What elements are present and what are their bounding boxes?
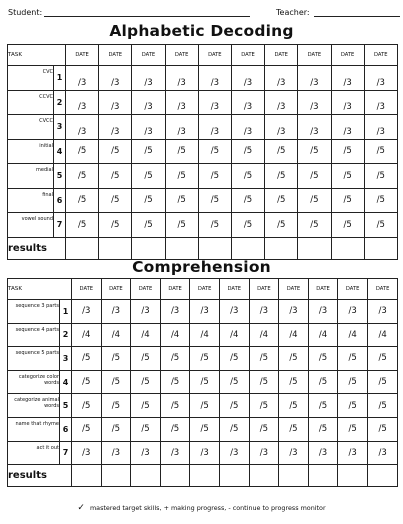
task-name	[8, 323, 60, 347]
date-column-header[interactable]: DATE	[101, 279, 131, 300]
score-cell[interactable]: /5	[308, 347, 338, 371]
score-cell[interactable]: /5	[165, 213, 198, 238]
task-number: 1	[60, 300, 72, 324]
task-label: act it out	[36, 444, 59, 451]
score-cell[interactable]: /5	[265, 188, 298, 213]
score-cell[interactable]: /5	[231, 213, 264, 238]
task-row	[8, 188, 398, 213]
score-cell[interactable]: /5	[219, 394, 249, 418]
score-cell[interactable]: /5	[364, 164, 397, 189]
teacher-name-line[interactable]	[314, 16, 400, 17]
date-column-header[interactable]: DATE	[198, 45, 231, 66]
results-cell[interactable]	[338, 465, 368, 487]
score-cell[interactable]: /5	[165, 164, 198, 189]
task-row	[8, 213, 398, 238]
score-cell[interactable]: /3	[331, 115, 364, 140]
task-row	[8, 323, 398, 347]
score-cell[interactable]: /5	[249, 370, 279, 394]
score-cell[interactable]: /3	[72, 441, 102, 465]
score-cell[interactable]: /3	[231, 66, 264, 91]
score-cell[interactable]: /3	[249, 300, 279, 324]
score-cell[interactable]: /5	[131, 370, 161, 394]
task-row	[8, 347, 398, 371]
score-cell[interactable]: /3	[160, 441, 190, 465]
score-cell[interactable]: /5	[160, 394, 190, 418]
score-cell[interactable]: /3	[279, 300, 309, 324]
score-cell[interactable]: /5	[101, 394, 131, 418]
date-column-header[interactable]: DATE	[160, 279, 190, 300]
results-cell[interactable]	[160, 465, 190, 487]
score-cell[interactable]: /3	[66, 90, 99, 115]
task-name	[8, 115, 54, 140]
score-cell[interactable]: /5	[131, 417, 161, 441]
task-number: 4	[54, 139, 66, 164]
score-cell[interactable]: /5	[66, 188, 99, 213]
results-cell[interactable]	[364, 237, 397, 259]
results-label: results	[8, 237, 66, 259]
date-column-header[interactable]: DATE	[279, 279, 309, 300]
task-name	[8, 441, 60, 465]
score-cell[interactable]: /4	[72, 323, 102, 347]
score-cell[interactable]: /3	[331, 66, 364, 91]
score-cell[interactable]: /5	[279, 394, 309, 418]
score-cell[interactable]: /5	[66, 213, 99, 238]
score-cell[interactable]: /3	[298, 66, 331, 91]
teacher-label: Teacher:	[276, 8, 310, 17]
task-number: 1	[54, 66, 66, 91]
score-cell[interactable]: /5	[99, 213, 132, 238]
score-cell[interactable]: /3	[132, 115, 165, 140]
results-cell[interactable]	[198, 237, 231, 259]
task-label: initial	[39, 142, 53, 149]
score-cell[interactable]: /5	[265, 164, 298, 189]
score-cell[interactable]: /5	[231, 139, 264, 164]
score-cell[interactable]: /5	[338, 347, 368, 371]
task-name	[8, 90, 54, 115]
score-cell[interactable]: /5	[131, 394, 161, 418]
date-column-header[interactable]: DATE	[165, 45, 198, 66]
score-cell[interactable]: /5	[66, 164, 99, 189]
score-cell[interactable]: /5	[219, 417, 249, 441]
task-label: categorize color words	[18, 373, 59, 386]
score-cell[interactable]: /5	[165, 188, 198, 213]
score-cell[interactable]: /4	[308, 323, 338, 347]
date-column-header[interactable]: DATE	[99, 45, 132, 66]
score-cell[interactable]: /5	[231, 188, 264, 213]
date-column-header[interactable]: DATE	[308, 279, 338, 300]
results-cell[interactable]	[367, 465, 397, 487]
score-cell[interactable]: /5	[160, 417, 190, 441]
date-column-header[interactable]: DATE	[364, 45, 397, 66]
score-cell[interactable]: /5	[331, 213, 364, 238]
score-cell[interactable]: /4	[279, 323, 309, 347]
student-label: Student:	[8, 8, 43, 17]
score-cell[interactable]: /5	[99, 139, 132, 164]
score-cell[interactable]: /5	[367, 370, 397, 394]
score-cell[interactable]: /5	[72, 394, 102, 418]
results-cell[interactable]	[298, 237, 331, 259]
score-cell[interactable]: /3	[364, 66, 397, 91]
score-cell[interactable]: /5	[132, 213, 165, 238]
score-cell[interactable]: /5	[279, 417, 309, 441]
score-cell[interactable]: /3	[165, 90, 198, 115]
date-column-header[interactable]: DATE	[190, 279, 220, 300]
score-cell[interactable]: /3	[165, 115, 198, 140]
score-cell[interactable]: /5	[338, 370, 368, 394]
score-cell[interactable]: /3	[265, 66, 298, 91]
task-number: 2	[54, 90, 66, 115]
score-cell[interactable]: /3	[265, 115, 298, 140]
score-cell[interactable]: /5	[190, 394, 220, 418]
task-name	[8, 394, 60, 418]
score-cell[interactable]: /3	[72, 300, 102, 324]
score-cell[interactable]: /5	[72, 370, 102, 394]
date-column-header[interactable]: DATE	[72, 279, 102, 300]
check-icon: ✓	[77, 503, 85, 513]
task-number: 7	[54, 213, 66, 238]
score-cell[interactable]: /5	[198, 139, 231, 164]
score-cell[interactable]: /5	[190, 417, 220, 441]
score-cell[interactable]: /3	[364, 115, 397, 140]
score-cell[interactable]: /5	[101, 347, 131, 371]
results-cell[interactable]	[265, 237, 298, 259]
score-cell[interactable]: /5	[298, 139, 331, 164]
score-cell[interactable]: /5	[131, 347, 161, 371]
task-label: sequence 5 parts	[15, 350, 59, 357]
score-cell[interactable]: /4	[160, 323, 190, 347]
results-cell[interactable]	[132, 237, 165, 259]
results-cell[interactable]	[165, 237, 198, 259]
score-cell[interactable]: /5	[331, 164, 364, 189]
score-cell[interactable]: /5	[279, 370, 309, 394]
score-cell[interactable]: /3	[279, 441, 309, 465]
score-cell[interactable]: /3	[338, 441, 368, 465]
results-cell[interactable]	[190, 465, 220, 487]
results-cell[interactable]	[308, 465, 338, 487]
score-cell[interactable]: /5	[298, 213, 331, 238]
task-row	[8, 139, 398, 164]
score-cell[interactable]: /5	[298, 188, 331, 213]
score-cell[interactable]: /4	[131, 323, 161, 347]
score-cell[interactable]: /5	[249, 394, 279, 418]
score-cell[interactable]: /3	[231, 115, 264, 140]
score-cell[interactable]: /5	[101, 370, 131, 394]
task-number: 6	[60, 417, 72, 441]
score-cell[interactable]: /5	[367, 394, 397, 418]
score-cell[interactable]: /3	[198, 90, 231, 115]
task-name	[8, 370, 60, 394]
score-cell[interactable]: /5	[190, 347, 220, 371]
score-cell[interactable]: /3	[66, 115, 99, 140]
task-name	[8, 300, 60, 324]
task-number: 5	[54, 164, 66, 189]
task-label: sequence 3 parts	[15, 303, 59, 309]
task-row	[8, 394, 398, 418]
task-name	[8, 347, 60, 371]
score-cell[interactable]: /3	[190, 441, 220, 465]
score-cell[interactable]: /3	[298, 115, 331, 140]
score-cell[interactable]: /5	[364, 139, 397, 164]
task-row	[8, 441, 398, 465]
score-cell[interactable]: /5	[308, 394, 338, 418]
score-cell[interactable]: /5	[198, 164, 231, 189]
date-column-header[interactable]: DATE	[331, 45, 364, 66]
score-cell[interactable]: /3	[298, 90, 331, 115]
task-row	[8, 370, 398, 394]
date-column-header[interactable]: DATE	[132, 45, 165, 66]
date-column-header[interactable]: DATE	[367, 279, 397, 300]
score-cell[interactable]: /5	[367, 347, 397, 371]
score-cell[interactable]: /3	[265, 90, 298, 115]
header-row	[8, 6, 398, 20]
student-name-line[interactable]	[44, 16, 250, 17]
task-number: 5	[60, 394, 72, 418]
score-cell[interactable]: /5	[364, 213, 397, 238]
score-cell[interactable]: /5	[219, 370, 249, 394]
results-cell[interactable]	[219, 465, 249, 487]
results-cell[interactable]	[279, 465, 309, 487]
task-label: CVCC	[39, 118, 53, 124]
results-cell[interactable]	[131, 465, 161, 487]
score-cell[interactable]: /5	[160, 347, 190, 371]
task-name	[8, 188, 54, 213]
task-number: 7	[60, 441, 72, 465]
results-cell[interactable]	[66, 237, 99, 259]
task-row	[8, 66, 398, 91]
score-cell[interactable]: /4	[219, 323, 249, 347]
task-label: CVC	[42, 69, 53, 75]
score-cell[interactable]: /3	[367, 300, 397, 324]
score-cell[interactable]: /3	[219, 441, 249, 465]
score-cell[interactable]: /3	[165, 66, 198, 91]
comprehension-table	[7, 278, 398, 487]
score-cell[interactable]: /5	[298, 164, 331, 189]
task-label: categorize animal words	[14, 397, 59, 410]
score-cell[interactable]: /3	[99, 115, 132, 140]
score-cell[interactable]: /5	[265, 139, 298, 164]
score-cell[interactable]: /5	[198, 188, 231, 213]
score-cell[interactable]: /5	[338, 417, 368, 441]
score-cell[interactable]: /5	[190, 370, 220, 394]
score-cell[interactable]: /3	[160, 300, 190, 324]
score-cell[interactable]: /5	[99, 188, 132, 213]
task-name	[8, 66, 54, 91]
score-cell[interactable]: /5	[72, 417, 102, 441]
date-column-header[interactable]: DATE	[131, 279, 161, 300]
task-row	[8, 417, 398, 441]
score-cell[interactable]: /3	[338, 300, 368, 324]
results-label: results	[8, 465, 72, 487]
score-cell[interactable]: /5	[72, 347, 102, 371]
score-cell[interactable]: /5	[160, 370, 190, 394]
score-cell[interactable]: /3	[132, 90, 165, 115]
score-cell[interactable]: /5	[132, 164, 165, 189]
task-row	[8, 115, 398, 140]
task-row	[8, 164, 398, 189]
results-cell[interactable]	[72, 465, 102, 487]
task-name	[8, 139, 54, 164]
score-cell[interactable]: /5	[308, 417, 338, 441]
results-cell[interactable]	[231, 237, 264, 259]
task-column-header: TASK	[8, 279, 72, 300]
score-cell[interactable]: /5	[367, 417, 397, 441]
task-name	[8, 213, 54, 238]
score-cell[interactable]: /3	[131, 441, 161, 465]
score-cell[interactable]: /5	[279, 347, 309, 371]
score-cell[interactable]: /3	[131, 300, 161, 324]
score-cell[interactable]: /5	[66, 139, 99, 164]
score-cell[interactable]: /3	[367, 441, 397, 465]
task-row	[8, 90, 398, 115]
task-label: sequence 4 parts	[15, 326, 59, 333]
results-cell[interactable]	[249, 465, 279, 487]
task-number: 4	[60, 370, 72, 394]
results-cell[interactable]	[99, 237, 132, 259]
score-cell[interactable]: /4	[101, 323, 131, 347]
task-number: 3	[54, 115, 66, 140]
score-cell[interactable]: /5	[308, 370, 338, 394]
score-cell[interactable]: /3	[101, 441, 131, 465]
score-cell[interactable]: /3	[66, 66, 99, 91]
task-number: 2	[60, 323, 72, 347]
task-number: 3	[60, 347, 72, 371]
date-column-header[interactable]: DATE	[265, 45, 298, 66]
score-cell[interactable]: /4	[367, 323, 397, 347]
legend-text: mastered target skills, + making progress, - continue to progress monitor	[89, 504, 326, 512]
date-column-header[interactable]: DATE	[231, 45, 264, 66]
task-label: CCVC	[39, 93, 53, 100]
score-cell[interactable]: /5	[132, 188, 165, 213]
score-cell[interactable]: /5	[331, 139, 364, 164]
score-cell[interactable]: /3	[198, 66, 231, 91]
score-cell[interactable]: /3	[219, 300, 249, 324]
task-label: final	[42, 191, 53, 198]
task-label: name that rhyme	[15, 420, 59, 427]
score-cell[interactable]: /5	[219, 347, 249, 371]
results-cell[interactable]	[331, 237, 364, 259]
decoding-table	[7, 44, 398, 260]
score-cell[interactable]: /4	[190, 323, 220, 347]
date-column-header[interactable]: DATE	[298, 45, 331, 66]
score-cell[interactable]: /5	[101, 417, 131, 441]
score-cell[interactable]: /5	[99, 164, 132, 189]
date-column-header[interactable]: DATE	[66, 45, 99, 66]
score-cell[interactable]: /5	[165, 139, 198, 164]
task-label: medial	[36, 167, 53, 173]
score-cell[interactable]: /3	[364, 90, 397, 115]
task-row	[8, 300, 398, 324]
score-cell[interactable]: /5	[198, 213, 231, 238]
task-column-header: TASK	[8, 45, 66, 66]
score-cell[interactable]: /5	[331, 188, 364, 213]
score-cell[interactable]: /3	[331, 90, 364, 115]
score-cell[interactable]: /3	[308, 441, 338, 465]
score-cell[interactable]: /5	[249, 417, 279, 441]
score-cell[interactable]: /3	[249, 441, 279, 465]
task-name	[8, 417, 60, 441]
score-cell[interactable]: /3	[99, 90, 132, 115]
score-cell[interactable]: /3	[99, 66, 132, 91]
date-column-header[interactable]: DATE	[338, 279, 368, 300]
score-cell[interactable]: /3	[132, 66, 165, 91]
score-cell[interactable]: /5	[132, 139, 165, 164]
score-cell[interactable]: /5	[338, 394, 368, 418]
legend-note	[0, 503, 403, 513]
date-column-header[interactable]: DATE	[219, 279, 249, 300]
score-cell[interactable]: /3	[231, 90, 264, 115]
score-cell[interactable]: /4	[338, 323, 368, 347]
task-number: 6	[54, 188, 66, 213]
comprehension-title: Comprehension	[132, 258, 271, 276]
score-cell[interactable]: /3	[198, 115, 231, 140]
decoding-title: Alphabetic Decoding	[109, 22, 294, 40]
score-cell[interactable]: /5	[249, 347, 279, 371]
score-cell[interactable]: /3	[190, 300, 220, 324]
date-column-header[interactable]: DATE	[249, 279, 279, 300]
results-cell[interactable]	[101, 465, 131, 487]
task-name	[8, 164, 54, 189]
score-cell[interactable]: /4	[249, 323, 279, 347]
score-cell[interactable]: /3	[308, 300, 338, 324]
score-cell[interactable]: /5	[265, 213, 298, 238]
score-cell[interactable]: /5	[364, 188, 397, 213]
score-cell[interactable]: /3	[101, 300, 131, 324]
score-cell[interactable]: /5	[231, 164, 264, 189]
task-label: vowel sound	[21, 216, 53, 222]
